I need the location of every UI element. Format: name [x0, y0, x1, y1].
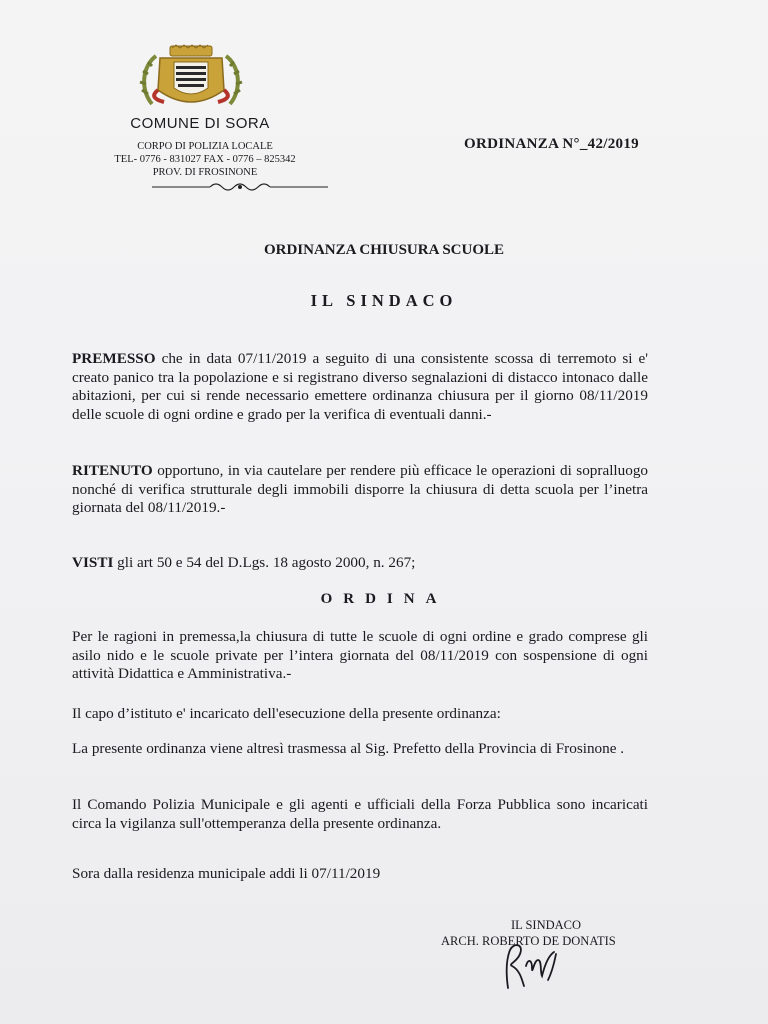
ordinance-number: ORDINANZA N°_42/2019 — [464, 136, 639, 152]
order-paragraph: Per le ragioni in premessa,la chiusura di tutte le scuole di ogni ordine e grado comprese gli asilo nido e le scuole private per l’intera giornata del 08/11/2019 con sospensione di ogni attività Didattica e Amministrativa.- — [72, 628, 648, 682]
visti-paragraph — [72, 554, 648, 573]
order-heading: ORDINA — [320, 591, 448, 607]
office-line: CORPO DI POLIZIA LOCALE — [137, 141, 273, 152]
authority-heading: IL SINDACO — [310, 291, 458, 310]
office-line: PROV. DI FROSINONE — [152, 167, 258, 178]
premesso-text: che in data 07/11/2019 a seguito di una consistente scossa di terremoto si e' creato panico tra la popolazione e si registrano diverso segnalazioni di distacco intonaco dalle abitazioni, per cui si rende necessario emettere ordinanza chiusura per il giorno 08/11/2019 delle scuole di ogni ordine e grado per la verifica di eventuali danni.- — [72, 350, 648, 423]
comando-paragraph: Il Comando Polizia Municipale e gli agenti e ufficiali della Forza Pubblica sono incaricati circa la vigilanza sull'ottemperanza della presente ordinanza. — [72, 796, 648, 832]
prefetto-paragraph: La presente ordinanza viene altresì trasmessa al Sig. Prefetto della Provincia di Frosinone . — [72, 740, 625, 757]
document-subject: ORDINANZA CHIUSURA SCUOLE — [263, 242, 505, 258]
premesso-paragraph — [72, 350, 648, 424]
signature-name: ARCH. ROBERTO DE DONATIS — [441, 934, 616, 948]
ritenuto-label: RITENUTO — [72, 462, 153, 479]
office-details — [85, 140, 325, 179]
visti-label: VISTI — [72, 554, 114, 571]
municipality-name: COMUNE DI SORA — [130, 115, 270, 132]
ritenuto-text: opportuno, in via cautelare per rendere più efficace le operazioni di sopralluogo nonché di verifica strutturale degli immobili disporre la chiusura di detta scuola per l’inetra giornata del 08/11/2019.- — [72, 462, 649, 516]
handwritten-signature — [498, 936, 570, 992]
visti-text: gli art 50 e 54 del D.Lgs. 18 agosto 2000, n. 267; — [117, 554, 416, 571]
decorative-flourish — [150, 180, 330, 194]
signature-title: IL SINDACO — [511, 918, 582, 932]
office-line: TEL- 0776 - 831027 FAX - 0776 – 825342 — [114, 154, 296, 165]
ritenuto-paragraph — [72, 462, 648, 518]
municipal-crest-logo — [138, 44, 244, 110]
premesso-label: PREMESSO — [72, 350, 156, 367]
closing-line: Sora dalla residenza municipale addi li 07/11/2019 — [72, 865, 381, 882]
capo-istituto-paragraph: Il capo d’istituto e' incaricato dell'esecuzione della presente ordinanza: — [72, 705, 501, 722]
